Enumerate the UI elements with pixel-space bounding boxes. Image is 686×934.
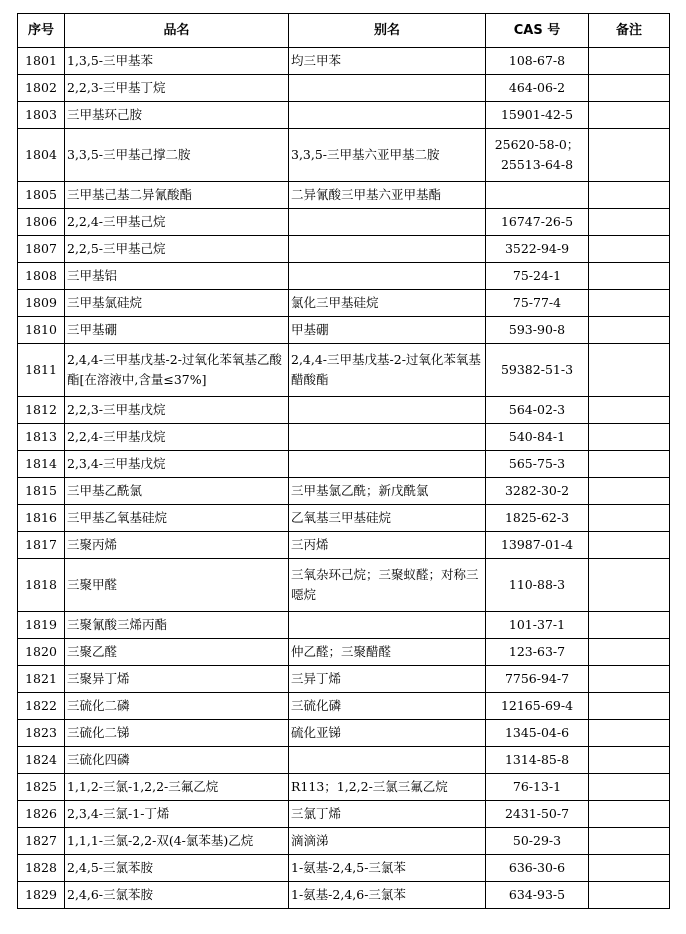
seq-cell: 1821 — [18, 666, 65, 693]
seq-cell: 1816 — [18, 505, 65, 532]
cas-cell: 75-24-1 — [486, 263, 589, 290]
name-cell: 三硫化二磷 — [65, 693, 289, 720]
name-cell: 2,3,4-三氯-1-丁烯 — [65, 801, 289, 828]
table-row — [18, 774, 670, 801]
alias-cell: 1-氨基-2,4,5-三氯苯 — [289, 855, 486, 882]
note-cell — [589, 75, 670, 102]
table-row — [18, 855, 670, 882]
name-cell: 三甲基乙酰氯 — [65, 478, 289, 505]
cas-cell: 101-37-1 — [486, 612, 589, 639]
name-cell: 1,1,1-三氯-2,2-双(4-氯苯基)乙烷 — [65, 828, 289, 855]
note-cell — [589, 693, 670, 720]
alias-cell: 三异丁烯 — [289, 666, 486, 693]
note-cell — [589, 317, 670, 344]
note-cell — [589, 102, 670, 129]
seq-cell: 1819 — [18, 612, 65, 639]
table-row — [18, 693, 670, 720]
note-cell — [589, 424, 670, 451]
note-cell — [589, 828, 670, 855]
header-note: 备注 — [589, 14, 670, 48]
table-row — [18, 182, 670, 209]
note-cell — [589, 48, 670, 75]
seq-cell: 1817 — [18, 532, 65, 559]
cas-cell: 13987-01-4 — [486, 532, 589, 559]
header-seq: 序号 — [18, 14, 65, 48]
note-cell — [589, 666, 670, 693]
alias-cell: R113；1,2,2-三氯三氟乙烷 — [289, 774, 486, 801]
chemical-list-table — [17, 13, 670, 909]
table-row — [18, 209, 670, 236]
seq-cell: 1828 — [18, 855, 65, 882]
name-cell: 2,2,4-三甲基己烷 — [65, 209, 289, 236]
cas-cell: 16747-26-5 — [486, 209, 589, 236]
alias-cell: 滴滴涕 — [289, 828, 486, 855]
seq-cell: 1807 — [18, 236, 65, 263]
table-row — [18, 290, 670, 317]
table-row — [18, 48, 670, 75]
name-cell: 2,4,5-三氯苯胺 — [65, 855, 289, 882]
seq-cell: 1805 — [18, 182, 65, 209]
alias-cell: 甲基硼 — [289, 317, 486, 344]
seq-cell: 1803 — [18, 102, 65, 129]
alias-cell: 三硫化磷 — [289, 693, 486, 720]
note-cell — [589, 451, 670, 478]
note-cell — [589, 478, 670, 505]
cas-cell — [486, 182, 589, 209]
name-cell: 2,2,5-三甲基己烷 — [65, 236, 289, 263]
note-cell — [589, 774, 670, 801]
table-row — [18, 129, 670, 182]
note-cell — [589, 263, 670, 290]
cas-cell: 464-06-2 — [486, 75, 589, 102]
table-row — [18, 747, 670, 774]
cas-cell: 636-30-6 — [486, 855, 589, 882]
alias-cell: 三甲基氯乙酰；新戊酰氯 — [289, 478, 486, 505]
table-row — [18, 720, 670, 747]
name-cell: 1,3,5-三甲基苯 — [65, 48, 289, 75]
seq-cell: 1813 — [18, 424, 65, 451]
cas-cell: 3282-30-2 — [486, 478, 589, 505]
table-row — [18, 478, 670, 505]
alias-cell: 三氧杂环己烷；三聚蚁醛；对称三噁烷 — [289, 559, 486, 612]
cas-cell: 76-13-1 — [486, 774, 589, 801]
cas-cell: 7756-94-7 — [486, 666, 589, 693]
name-cell: 三聚乙醛 — [65, 639, 289, 666]
table-row — [18, 801, 670, 828]
table-row — [18, 75, 670, 102]
table-row — [18, 612, 670, 639]
seq-cell: 1829 — [18, 882, 65, 909]
alias-cell: 乙氧基三甲基硅烷 — [289, 505, 486, 532]
seq-cell: 1802 — [18, 75, 65, 102]
table-row — [18, 397, 670, 424]
cas-cell: 1314-85-8 — [486, 747, 589, 774]
alias-cell: 三氯丁烯 — [289, 801, 486, 828]
cas-cell: 50-29-3 — [486, 828, 589, 855]
table-row — [18, 639, 670, 666]
seq-cell: 1812 — [18, 397, 65, 424]
alias-cell — [289, 451, 486, 478]
alias-cell: 二异氰酸三甲基六亚甲基酯 — [289, 182, 486, 209]
alias-cell: 三丙烯 — [289, 532, 486, 559]
name-cell: 三甲基乙氧基硅烷 — [65, 505, 289, 532]
table-row — [18, 451, 670, 478]
table-row — [18, 317, 670, 344]
note-cell — [589, 209, 670, 236]
alias-cell — [289, 612, 486, 639]
table-row — [18, 236, 670, 263]
name-cell: 三甲基硼 — [65, 317, 289, 344]
alias-cell — [289, 263, 486, 290]
table-row — [18, 828, 670, 855]
seq-cell: 1804 — [18, 129, 65, 182]
name-cell: 三甲基环己胺 — [65, 102, 289, 129]
name-cell: 三聚丙烯 — [65, 532, 289, 559]
seq-cell: 1809 — [18, 290, 65, 317]
name-cell: 三甲基己基二异氰酸酯 — [65, 182, 289, 209]
note-cell — [589, 397, 670, 424]
seq-cell: 1815 — [18, 478, 65, 505]
seq-cell: 1801 — [18, 48, 65, 75]
name-cell: 三聚氰酸三烯丙酯 — [65, 612, 289, 639]
table-row — [18, 102, 670, 129]
table-row — [18, 424, 670, 451]
note-cell — [589, 855, 670, 882]
note-cell — [589, 639, 670, 666]
alias-cell — [289, 209, 486, 236]
note-cell — [589, 747, 670, 774]
cas-cell: 12165-69-4 — [486, 693, 589, 720]
cas-cell: 1825-62-3 — [486, 505, 589, 532]
seq-cell: 1818 — [18, 559, 65, 612]
name-cell: 2,4,6-三氯苯胺 — [65, 882, 289, 909]
name-cell: 2,2,3-三甲基丁烷 — [65, 75, 289, 102]
table-row — [18, 532, 670, 559]
seq-cell: 1822 — [18, 693, 65, 720]
table-row — [18, 882, 670, 909]
name-cell: 2,2,3-三甲基戊烷 — [65, 397, 289, 424]
note-cell — [589, 612, 670, 639]
seq-cell: 1824 — [18, 747, 65, 774]
name-cell: 三硫化四磷 — [65, 747, 289, 774]
cas-cell: 25620-58-0； 25513-64-8 — [486, 129, 589, 182]
note-cell — [589, 344, 670, 397]
alias-cell: 氯化三甲基硅烷 — [289, 290, 486, 317]
seq-cell: 1810 — [18, 317, 65, 344]
cas-cell: 123-63-7 — [486, 639, 589, 666]
name-cell: 三聚异丁烯 — [65, 666, 289, 693]
cas-cell: 564-02-3 — [486, 397, 589, 424]
note-cell — [589, 559, 670, 612]
table-row — [18, 344, 670, 397]
cas-cell: 540-84-1 — [486, 424, 589, 451]
seq-cell: 1806 — [18, 209, 65, 236]
alias-cell — [289, 424, 486, 451]
note-cell — [589, 882, 670, 909]
alias-cell: 硫化亚锑 — [289, 720, 486, 747]
note-cell — [589, 505, 670, 532]
seq-cell: 1827 — [18, 828, 65, 855]
seq-cell: 1825 — [18, 774, 65, 801]
seq-cell: 1814 — [18, 451, 65, 478]
alias-cell — [289, 397, 486, 424]
header-cas: CAS 号 — [486, 14, 589, 48]
name-cell: 三聚甲醛 — [65, 559, 289, 612]
header-name: 品名 — [65, 14, 289, 48]
table-row — [18, 505, 670, 532]
alias-cell: 2,4,4-三甲基戊基-2-过氧化苯氧基醋酸酯 — [289, 344, 486, 397]
note-cell — [589, 236, 670, 263]
note-cell — [589, 129, 670, 182]
cas-cell: 593-90-8 — [486, 317, 589, 344]
name-cell: 1,1,2-三氯-1,2,2-三氟乙烷 — [65, 774, 289, 801]
seq-cell: 1820 — [18, 639, 65, 666]
cas-cell: 59382-51-3 — [486, 344, 589, 397]
table-row — [18, 559, 670, 612]
note-cell — [589, 801, 670, 828]
cas-cell: 634-93-5 — [486, 882, 589, 909]
name-cell: 2,3,4-三甲基戊烷 — [65, 451, 289, 478]
table-header-row — [18, 14, 670, 48]
name-cell: 2,4,4-三甲基戊基-2-过氧化苯氧基乙酸酯[在溶液中,含量≤37%] — [65, 344, 289, 397]
seq-cell: 1811 — [18, 344, 65, 397]
cas-cell: 3522-94-9 — [486, 236, 589, 263]
cas-cell: 108-67-8 — [486, 48, 589, 75]
alias-cell: 均三甲苯 — [289, 48, 486, 75]
seq-cell: 1823 — [18, 720, 65, 747]
note-cell — [589, 182, 670, 209]
alias-cell — [289, 747, 486, 774]
name-cell: 三硫化二锑 — [65, 720, 289, 747]
note-cell — [589, 532, 670, 559]
header-alias: 别名 — [289, 14, 486, 48]
cas-cell: 2431-50-7 — [486, 801, 589, 828]
alias-cell: 1-氨基-2,4,6-三氯苯 — [289, 882, 486, 909]
table-body — [18, 48, 670, 909]
alias-cell: 仲乙醛；三聚醋醛 — [289, 639, 486, 666]
seq-cell: 1808 — [18, 263, 65, 290]
cas-cell: 75-77-4 — [486, 290, 589, 317]
name-cell: 三甲基铝 — [65, 263, 289, 290]
seq-cell: 1826 — [18, 801, 65, 828]
cas-cell: 565-75-3 — [486, 451, 589, 478]
table-row — [18, 263, 670, 290]
alias-cell — [289, 102, 486, 129]
name-cell: 三甲基氯硅烷 — [65, 290, 289, 317]
note-cell — [589, 290, 670, 317]
cas-cell: 110-88-3 — [486, 559, 589, 612]
cas-cell: 1345-04-6 — [486, 720, 589, 747]
alias-cell: 3,3,5-三甲基六亚甲基二胺 — [289, 129, 486, 182]
table-row — [18, 666, 670, 693]
alias-cell — [289, 75, 486, 102]
alias-cell — [289, 236, 486, 263]
name-cell: 2,2,4-三甲基戊烷 — [65, 424, 289, 451]
name-cell: 3,3,5-三甲基己撑二胺 — [65, 129, 289, 182]
note-cell — [589, 720, 670, 747]
cas-cell: 15901-42-5 — [486, 102, 589, 129]
